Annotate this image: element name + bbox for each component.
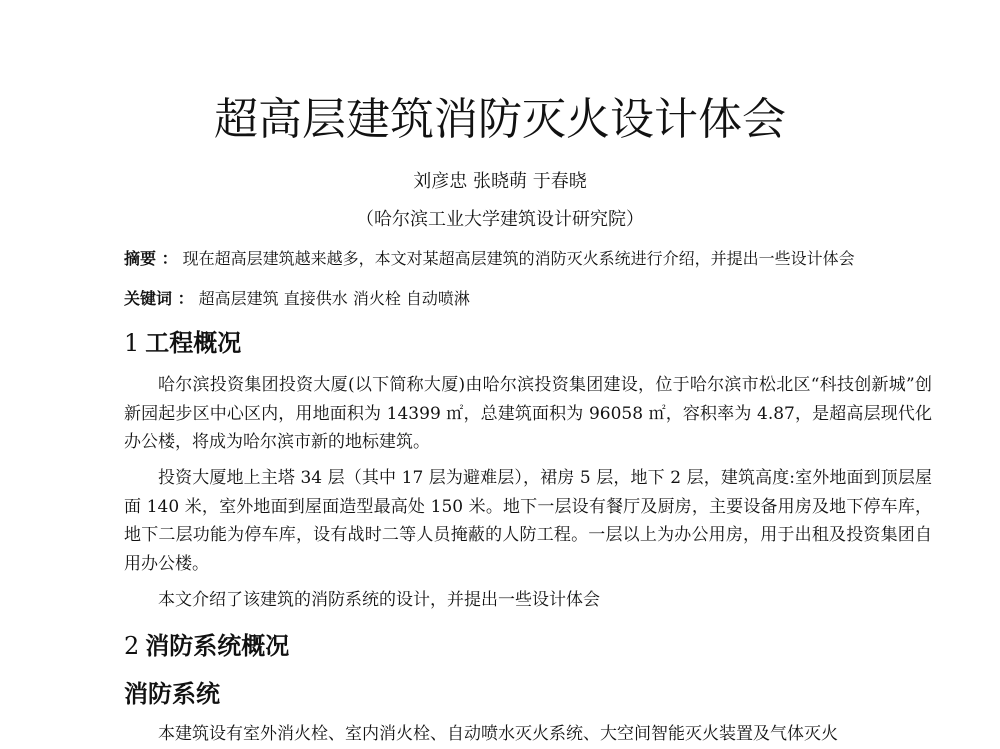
- keywords-text: 超高层建筑 直接供水 消火栓 自动喷淋: [198, 289, 470, 308]
- abstract-label: 摘要 ：: [124, 249, 178, 268]
- section-1-number: 1: [124, 329, 140, 357]
- section-1-heading: [124, 327, 241, 359]
- abstract-text: 现在超高层建筑越来越多，本文对某超高层建筑的消防灭火系统进行介绍，并提出一些设计体会: [182, 249, 855, 268]
- section-1-paragraph-1: 哈尔滨投资集团投资大厦(以下简称大厦)由哈尔滨投资集团建设，位于哈尔滨市松北区“科技创新城”创新园起步区中心区内，用地面积为 14399 ㎡，总建筑面积为 96058 ㎡，容积率为 4.87，是超高层现代化办公楼，将成为哈尔滨市新的地标建筑。: [124, 375, 932, 452]
- section-1-paragraph-3: 本文介绍了该建筑的消防系统的设计，并提出一些设计体会: [158, 590, 600, 610]
- section-1-title: 工程概况: [145, 329, 242, 357]
- authors: 刘彦忠 张晓萌 于春晓: [413, 171, 587, 192]
- abstract: [124, 248, 944, 270]
- section-2-heading: [124, 630, 289, 662]
- keywords-label: 关键词 ：: [124, 289, 194, 308]
- section-2-partial-line: 本建筑设有室外消火栓、室内消火栓、自动喷水灭火系统、大空间智能灭火装置及气体灭火: [158, 724, 838, 744]
- subsection-heading: 消防系统: [124, 680, 220, 708]
- keywords: [124, 288, 944, 310]
- affiliation: （哈尔滨工业大学建筑设计研究院）: [356, 209, 644, 230]
- section-1-paragraph-2: 投资大厦地上主塔 34 层（其中 17 层为避难层），裙房 5 层，地下 2 层，建筑高度:室外地面到顶层屋面 140 米，室外地面到屋面造型最高处 150 米。地下一层设有餐厅及厨房，主要设备用房及地下停车库，地下二层功能为停车库，设有战时二等人员掩蔽的人防工程。一层以上为办公用房，用于出租及投资集团自用办公楼。: [124, 468, 932, 574]
- paper-title: 超高层建筑消防灭火设计体会: [214, 94, 786, 145]
- section-2-number: 2: [124, 632, 140, 660]
- section-2-title: 消防系统概况: [145, 632, 290, 660]
